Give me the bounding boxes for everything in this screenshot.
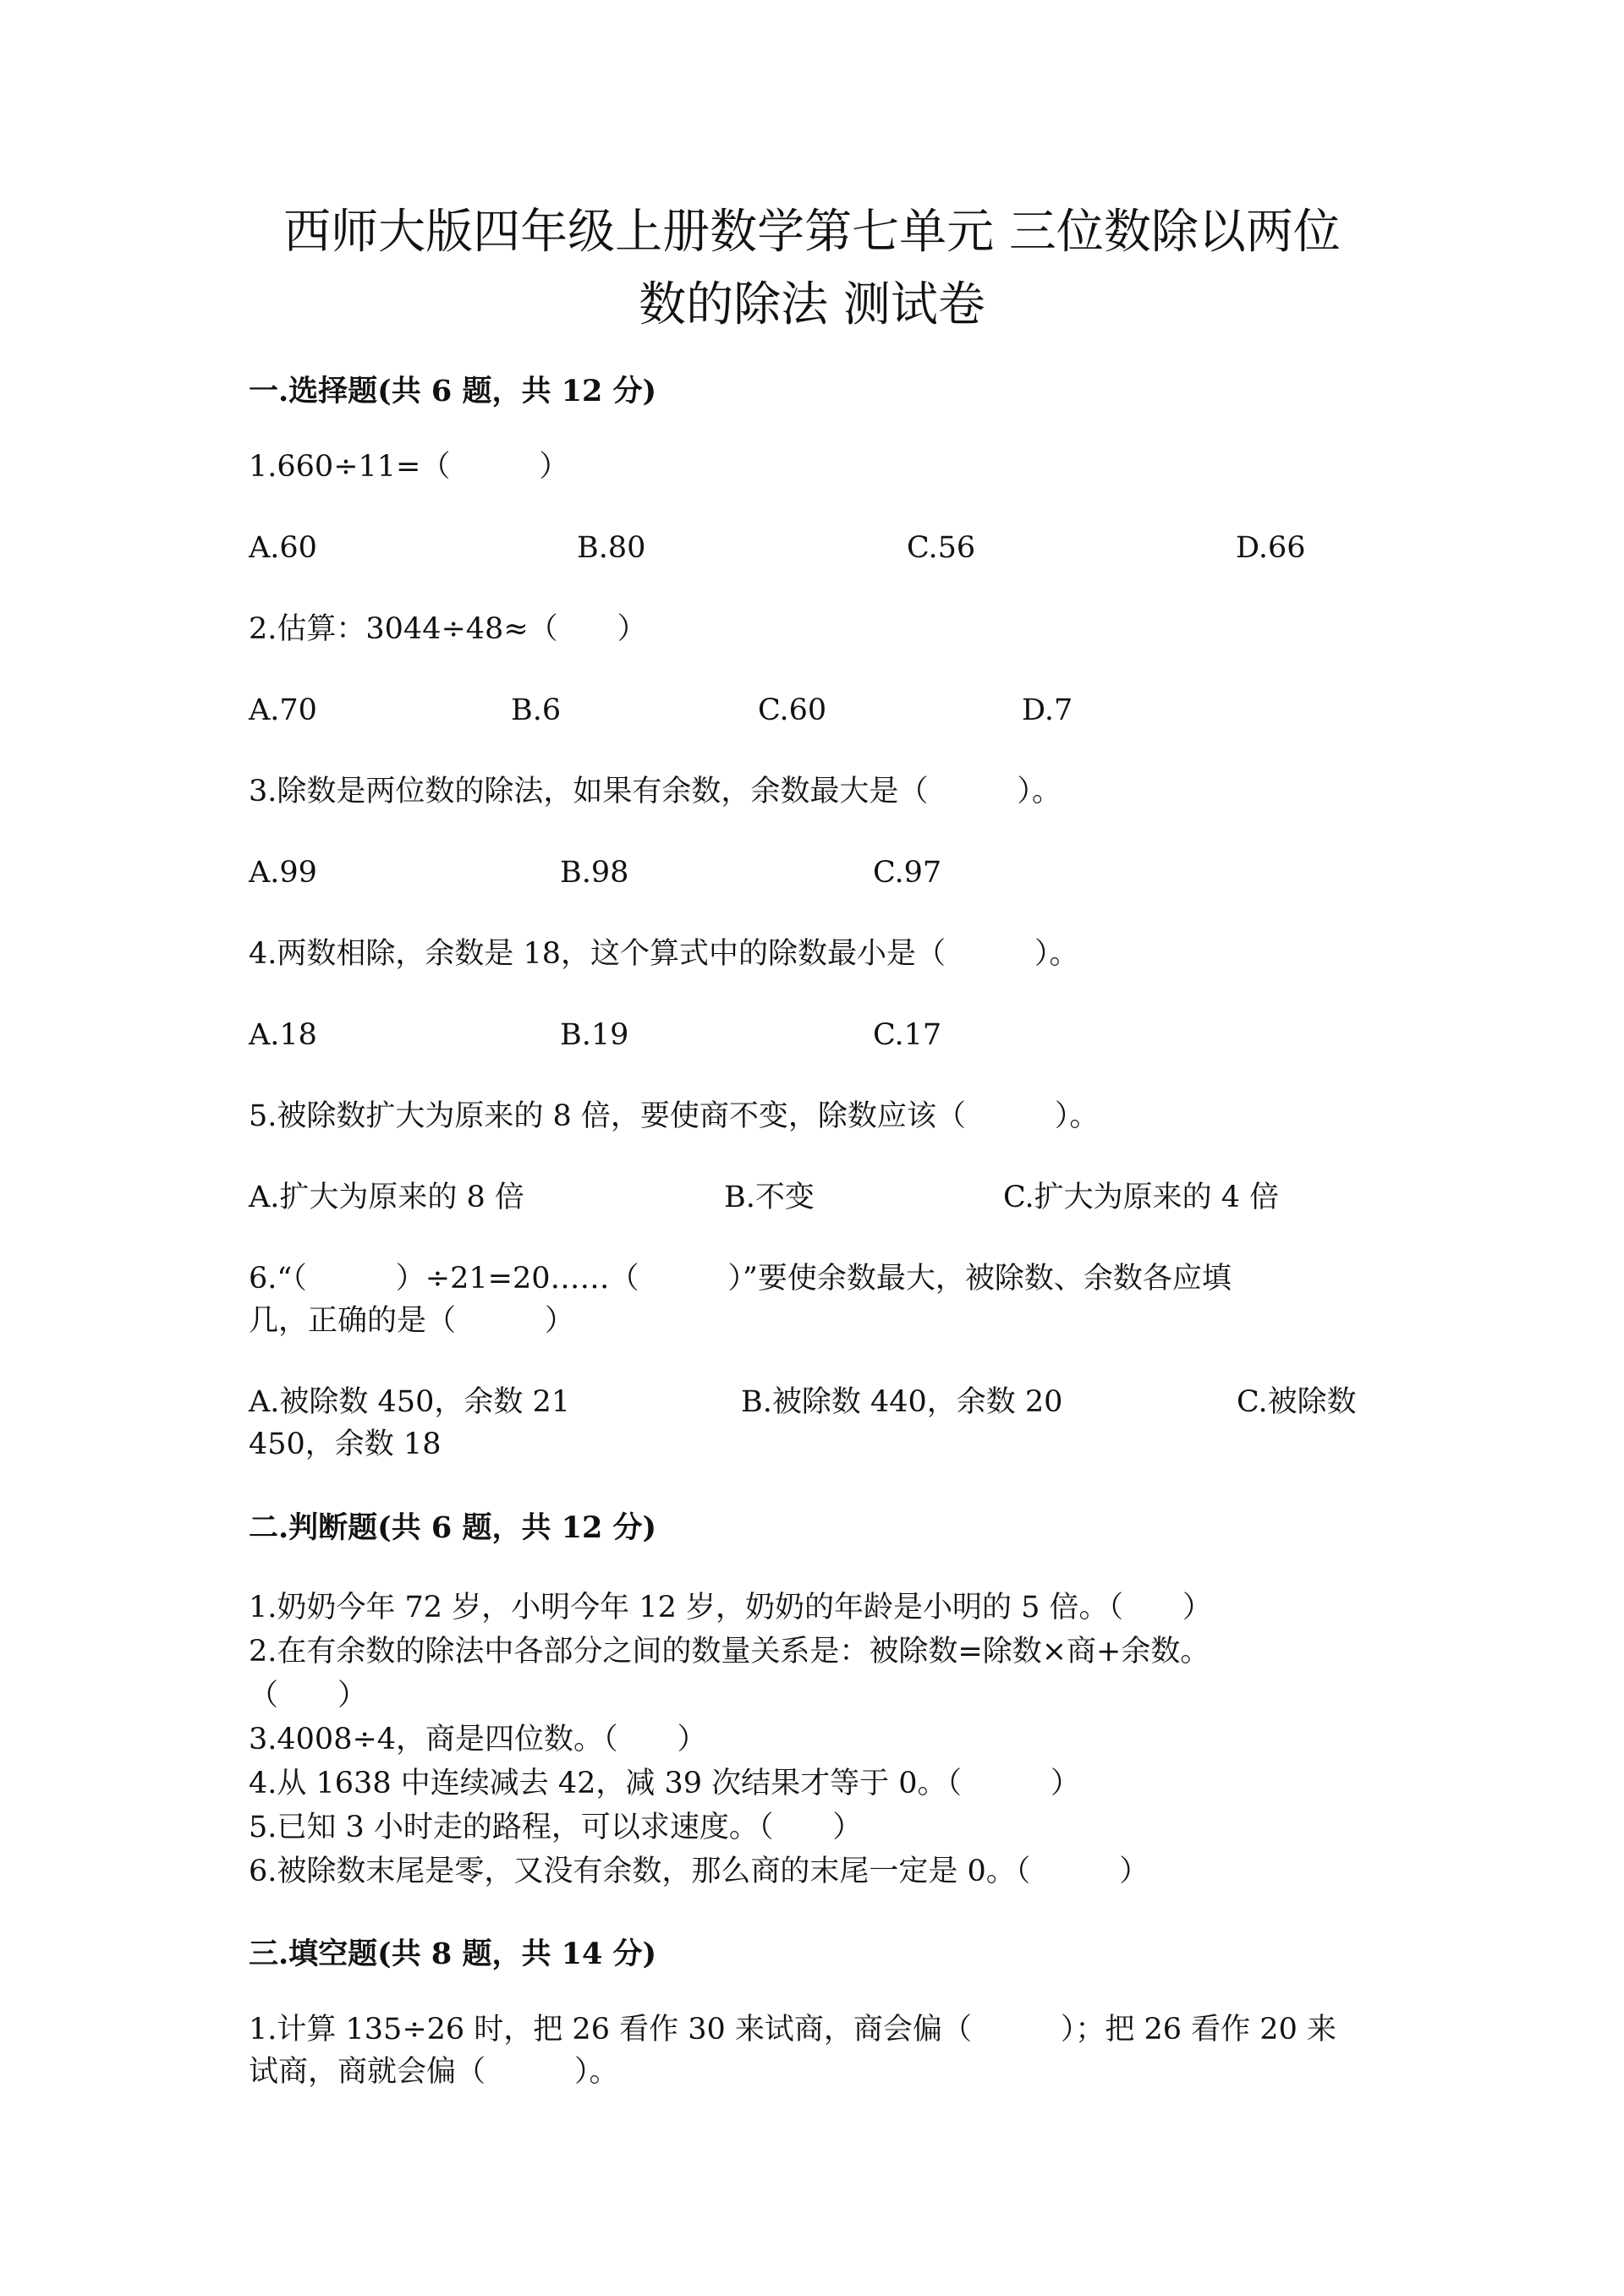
option-b: B.98 bbox=[560, 856, 629, 890]
option-d: D.7 bbox=[1022, 693, 1073, 727]
option-c: C.被除数 bbox=[1237, 1385, 1357, 1419]
title-line-1: 西师大版四年级上册数学第七单元 三位数除以两位 bbox=[283, 205, 1341, 260]
option-b: B.6 bbox=[511, 693, 562, 727]
question-line-2: 几，正确的是（ ） bbox=[249, 1304, 575, 1338]
option-c: C.97 bbox=[873, 856, 942, 890]
option-b: B.19 bbox=[560, 1018, 629, 1052]
section-heading-judge: 二.判断题(共 6 题，共 12 分) bbox=[249, 1510, 657, 1545]
option-a: A.60 bbox=[249, 531, 317, 565]
option-b: B.80 bbox=[577, 531, 646, 565]
option-a: A.18 bbox=[249, 1018, 317, 1052]
judge-item: 6.被除数末尾是零，又没有余数，那么商的末尾一定是 0。（ ） bbox=[249, 1855, 1149, 1888]
option-d: D.66 bbox=[1236, 531, 1306, 565]
section-heading-choice: 一.选择题(共 6 题，共 12 分) bbox=[249, 374, 657, 408]
question-text: 2.估算：3044÷48≈（ ） bbox=[249, 612, 647, 646]
question-line-1: 6.“（ ）÷21=20……（ ）”要使余数最大，被除数、余数各应填 bbox=[249, 1262, 1232, 1296]
title-line-2: 数的除法 测试卷 bbox=[639, 277, 985, 332]
option-a: A.70 bbox=[249, 693, 317, 727]
judge-item-continued: （ ） bbox=[249, 1679, 368, 1712]
option-b: B.不变 bbox=[724, 1181, 815, 1214]
question-line-1: 1.计算 135÷26 时，把 26 看作 30 来试商，商会偏（ ）；把 26 看作 20 来 bbox=[249, 2013, 1336, 2047]
question-text: 1.660÷11=（ ） bbox=[249, 450, 569, 484]
judge-item: 2.在有余数的除法中各部分之间的数量关系是：被除数=除数×商+余数。 bbox=[249, 1635, 1210, 1669]
fill-question bbox=[249, 2008, 1391, 2093]
question-text bbox=[249, 1258, 1382, 1342]
question-line-2: 试商，商就会偏（ ）。 bbox=[249, 2055, 619, 2089]
option-c: C.56 bbox=[907, 531, 976, 565]
judge-item: 1.奶奶今年 72 岁，小明今年 12 岁，奶奶的年龄是小明的 5 倍。（ ） bbox=[249, 1591, 1212, 1625]
question-text: 5.被除数扩大为原来的 8 倍，要使商不变，除数应该（ ）。 bbox=[249, 1099, 1100, 1133]
option-c: C.扩大为原来的 4 倍 bbox=[1003, 1181, 1280, 1214]
exam-title bbox=[211, 196, 1413, 342]
option-a: A.被除数 450，余数 21 bbox=[249, 1385, 570, 1419]
option-c-continued: 450，余数 18 bbox=[249, 1427, 442, 1461]
option-b: B.被除数 440，余数 20 bbox=[741, 1385, 1063, 1419]
judge-item: 4.从 1638 中连续减去 42，减 39 次结果才等于 0。（ ） bbox=[249, 1767, 1081, 1800]
judge-item: 3.4008÷4，商是四位数。（ ） bbox=[249, 1723, 707, 1756]
section-heading-fill: 三.填空题(共 8 题，共 14 分) bbox=[249, 1937, 657, 1971]
option-c: C.17 bbox=[873, 1018, 942, 1052]
option-a: A.扩大为原来的 8 倍 bbox=[249, 1181, 524, 1214]
question-text: 4.两数相除，余数是 18，这个算式中的除数最小是（ ）。 bbox=[249, 937, 1079, 971]
question-text: 3.除数是两位数的除法，如果有余数，余数最大是（ ）。 bbox=[249, 775, 1062, 808]
option-a: A.99 bbox=[249, 856, 317, 890]
option-c: C.60 bbox=[758, 693, 827, 727]
judge-item: 5.已知 3 小时走的路程，可以求速度。（ ） bbox=[249, 1811, 863, 1844]
